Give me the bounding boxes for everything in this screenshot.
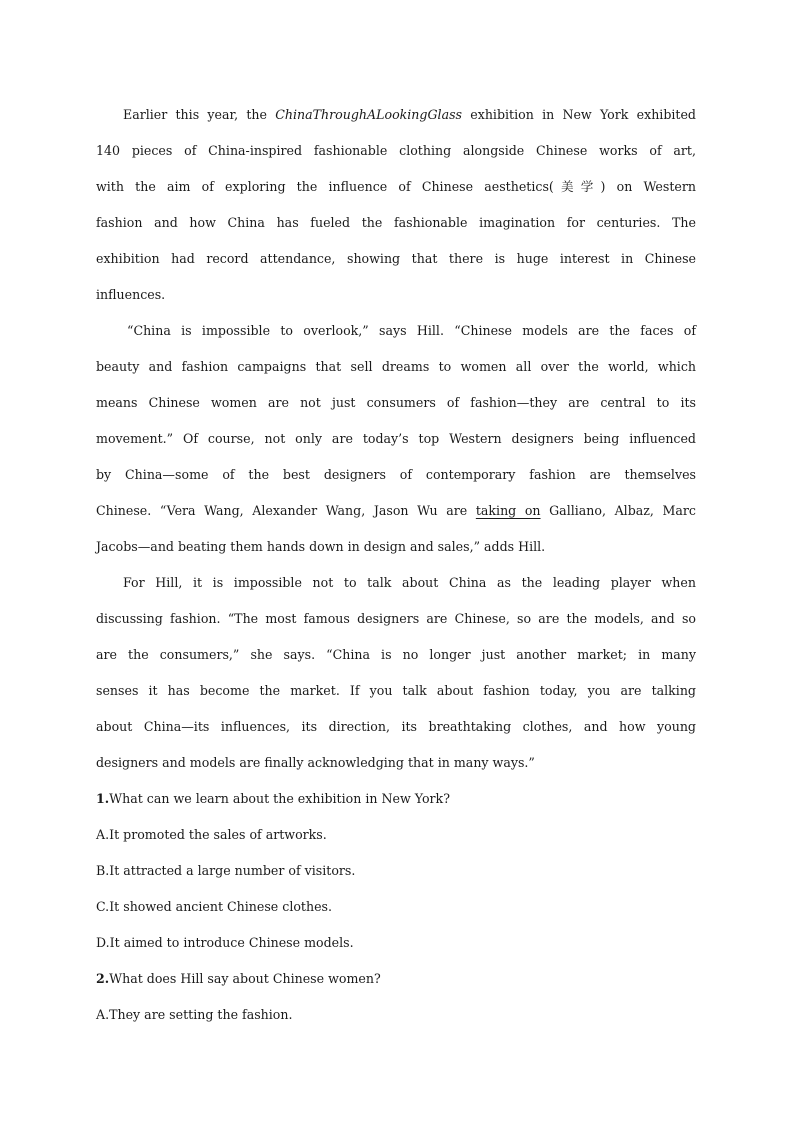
- paragraph-line: Jacobs—and beating them hands down in design and sales,” adds Hill.: [96, 539, 546, 554]
- paragraph-line: Chinese. “Vera Wang, Alexander Wang, Jason Wu are taking on Galliano, Albaz, Marc: [96, 503, 696, 518]
- answer-option: A.It promoted the sales of artworks.: [96, 827, 327, 842]
- paragraph-line: by China—some of the best designers of contemporary fashion are themselves: [96, 467, 696, 482]
- paragraph-line: fashion and how China has fueled the fashionable imagination for centuries. The: [96, 215, 696, 230]
- paragraph-3: [96, 565, 696, 781]
- paragraph-line: movement.” Of course, not only are today’s top Western designers being influenced: [96, 431, 696, 446]
- underlined-phrase: taking on: [475, 503, 541, 518]
- paragraph-line: means Chinese women are not just consumers of fashion—they are central to its: [96, 395, 696, 410]
- paragraph-line: Earlier this year, the ChinaThroughALookingGlass exhibition in New York exhibited: [123, 107, 696, 122]
- paragraph-line: “China is impossible to overlook,” says Hill. “Chinese models are the faces of: [127, 323, 696, 338]
- paragraph-line: with the aim of exploring the influence of Chinese aesthetics(美学) on Western: [96, 179, 696, 194]
- paragraph-line: discussing fashion. “The most famous designers are Chinese, so are the models, and so: [96, 611, 696, 626]
- paragraph-line: beauty and fashion campaigns that sell dreams to women all over the world, which: [96, 359, 696, 374]
- question-number: 1.: [96, 791, 110, 806]
- answer-option: D.It aimed to introduce Chinese models.: [96, 935, 354, 950]
- paragraph-1: [96, 97, 696, 313]
- paragraph-2: [96, 313, 696, 565]
- paragraph-line: exhibition had record attendance, showing that there is huge interest in Chinese: [96, 251, 696, 266]
- paragraph-line: designers and models are finally acknowledging that in many ways.”: [96, 755, 535, 770]
- answer-option: A.They are setting the fashion.: [96, 1007, 293, 1022]
- question-1: [96, 781, 696, 961]
- exhibition-title: ChinaThroughALookingGlass: [275, 107, 463, 122]
- answer-option: C.It showed ancient Chinese clothes.: [96, 899, 333, 914]
- question-stem: 1.What can we learn about the exhibition in New York?: [96, 791, 450, 806]
- paragraph-line: senses it has become the market. If you talk about fashion today, you are talking: [96, 683, 696, 698]
- paragraph-line: influences.: [96, 287, 166, 302]
- paragraph-line: about China—its influences, its direction, its breathtaking clothes, and how young: [96, 719, 696, 734]
- paragraph-line: For Hill, it is impossible not to talk about China as the leading player when: [123, 575, 696, 590]
- document-body: [96, 97, 696, 1033]
- question-stem: 2.What does Hill say about Chinese women?: [96, 971, 381, 986]
- paragraph-line: are the consumers,” she says. “China is no longer just another market; in many: [96, 647, 696, 662]
- answer-option: B.It attracted a large number of visitors.: [96, 863, 356, 878]
- question-2: [96, 961, 696, 1033]
- paragraph-line: 140 pieces of China-inspired fashionable clothing alongside Chinese works of art,: [96, 143, 696, 158]
- question-number: 2.: [96, 971, 110, 986]
